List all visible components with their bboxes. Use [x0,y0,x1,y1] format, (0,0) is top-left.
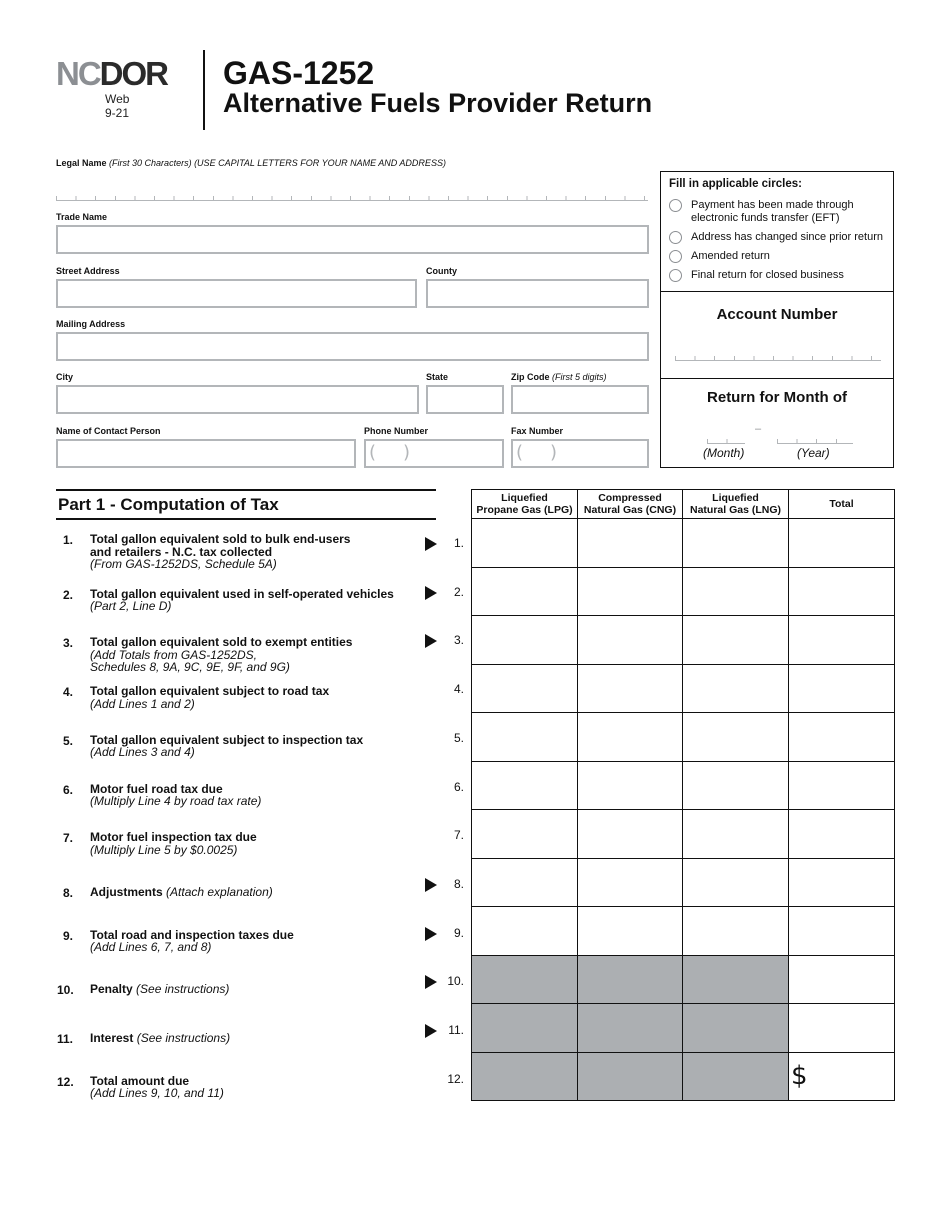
account-number-box [660,291,894,379]
year-caption: (Year) [797,446,830,460]
table-row [472,858,895,907]
line-11-lng-cell [683,1004,789,1053]
line-3-total-cell[interactable] [789,616,895,665]
line-6-lpg-cell[interactable] [472,761,578,810]
line-2-description: Total gallon equivalent used in self-operated vehicles (Part 2, Line D) [90,586,394,614]
state-label: State [426,372,449,382]
line-3-lpg-cell[interactable] [472,616,578,665]
line-2-reference: 2. [453,584,464,599]
line-6-cng-cell[interactable] [578,761,683,810]
form-version: Web 9-21 [105,92,130,120]
line-1-total-cell[interactable] [789,519,895,568]
line-1-reference: 1. [453,536,464,550]
table-row [472,664,895,713]
county-input[interactable] [426,279,649,308]
line-10-number: 10. [57,983,74,998]
table-row [472,761,895,810]
line-8-lpg-cell[interactable] [472,858,578,907]
amended-circle[interactable] [669,250,682,263]
line-10-cng-cell [578,955,683,1004]
account-number-title: Account Number [716,306,838,323]
line-9-lpg-cell[interactable] [472,907,578,956]
month-input[interactable] [707,436,745,444]
account-number-input[interactable] [675,353,881,361]
line-8-arrow-icon [425,878,437,892]
line-1-lpg-cell[interactable] [472,519,578,568]
line-3-description: Total gallon equivalent sold to exempt entities (Add Totals from GAS-1252DS, Schedules 8, 9A, 9C, 9E, 9F, and 9G) [90,635,353,675]
header-divider [203,50,205,130]
line-7-reference: 7. [453,828,464,843]
table-row [472,616,895,665]
line-7-lng-cell[interactable] [683,810,789,859]
line-1-number: 1. [63,533,74,547]
line-8-total-cell[interactable] [789,858,895,907]
line-8-reference: 8. [453,876,464,891]
line-6-reference: 6. [453,779,464,794]
state-input[interactable] [426,385,504,414]
table-row [472,1052,895,1101]
line-1-cng-cell[interactable] [578,519,683,568]
month-caption: (Month) [703,446,745,460]
line-7-cng-cell[interactable] [578,810,683,859]
line-5-reference: 5. [453,730,464,745]
city-label: City [56,372,74,382]
fax-input[interactable]: ( ) [511,439,649,468]
table-row [472,955,895,1004]
line-4-lpg-cell[interactable] [472,664,578,713]
trade-name-input[interactable] [56,225,649,254]
line-5-number: 5. [63,733,74,748]
line-7-number: 7. [63,831,74,846]
return-month-box [660,378,894,468]
table-row [472,907,895,956]
line-8-description: Adjustments (Attach explanation) [90,884,273,899]
line-12-total-cell[interactable]: $ [789,1052,895,1101]
fax-label: Fax Number [511,426,564,436]
line-5-lpg-cell[interactable] [472,713,578,762]
ncdor-logo: NCDOR [56,55,168,92]
legal-name-label: Legal Name (First 30 Characters) (USE CAPITAL LETTERS FOR YOUR NAME AND ADDRESS) [56,158,446,168]
line-12-number: 12. [57,1074,74,1089]
line-4-reference: 4. [453,682,464,697]
line-2-lng-cell[interactable] [683,567,789,616]
line-6-description: Motor fuel road tax due (Multiply Line 4 by road tax rate) [90,781,262,808]
line-1-description: Total gallon equivalent sold to bulk end-users and retailers - N.C. tax collected (From GAS-1252DS, Schedule 5A) [90,532,351,571]
line-6-total-cell[interactable] [789,761,895,810]
line-2-lpg-cell[interactable] [472,567,578,616]
form-number: GAS-1252 [223,55,375,91]
final-return-option[interactable]: Final return for closed business [669,269,889,282]
trade-name-label: Trade Name [56,212,108,222]
line-7-description: Motor fuel inspection tax due (Multiply Line 5 by $0.0025) [90,830,257,857]
line-11-lpg-cell [472,1004,578,1053]
contact-person-input[interactable] [56,439,356,468]
address-changed-circle[interactable] [669,231,682,244]
phone-input[interactable]: ( ) [364,439,504,468]
line-2-arrow-icon [425,586,437,600]
zip-input[interactable] [511,385,649,414]
month-year-dash: – [755,423,762,435]
line-7-total-cell[interactable] [789,810,895,859]
line-6-lng-cell[interactable] [683,761,789,810]
table-row [472,1004,895,1053]
applicable-circles-box [660,171,894,292]
line-5-lng-cell[interactable] [683,713,789,762]
return-month-title: Return for Month of [707,389,847,406]
line-2-number: 2. [63,587,74,602]
address-changed-option[interactable]: Address has changed since prior return [669,231,889,244]
circles-title: Fill in applicable circles: [669,178,802,190]
line-10-total-cell[interactable] [789,955,895,1004]
line-5-cng-cell[interactable] [578,713,683,762]
line-12-reference: 12. [447,1071,464,1086]
line-4-description: Total gallon equivalent subject to road tax (Add Lines 1 and 2) [90,684,330,711]
line-10-arrow-icon [425,975,437,989]
line-8-cng-cell[interactable] [578,858,683,907]
line-5-description: Total gallon equivalent subject to inspection tax (Add Lines 3 and 4) [90,732,364,760]
line-5-total-cell[interactable] [789,713,895,762]
line-8-lng-cell[interactable] [683,858,789,907]
line-6-number: 6. [63,782,74,797]
form-title: Alternative Fuels Provider Return [223,88,653,118]
line-4-total-cell[interactable] [789,664,895,713]
line-1-arrow-icon [425,537,437,551]
legal-name-input[interactable] [56,193,648,201]
line-2-total-cell[interactable] [789,567,895,616]
amended-option[interactable]: Amended return [669,250,889,263]
eft-circle[interactable] [669,199,682,212]
final-return-circle[interactable] [669,269,682,282]
lpg-column-header: Liquefied Propane Gas (LPG) [472,490,578,519]
line-9-number: 9. [63,928,74,943]
line-4-lng-cell[interactable] [683,664,789,713]
line-4-number: 4. [63,685,74,700]
total-column-header: Total [789,490,895,519]
part1-grid [471,489,895,1101]
county-label: County [426,266,457,276]
grid-header-row [472,490,895,519]
line-10-lng-cell [683,955,789,1004]
line-9-cng-cell[interactable] [578,907,683,956]
mailing-address-input[interactable] [56,332,649,361]
line-3-lng-cell[interactable] [683,616,789,665]
line-11-cng-cell [578,1004,683,1053]
line-3-arrow-icon [425,634,437,648]
cng-column-header: Compressed Natural Gas (CNG) [578,490,683,519]
line-7-lpg-cell[interactable] [472,810,578,859]
line-10-description: Penalty (See instructions) [90,982,230,997]
line-8-number: 8. [63,885,74,900]
line-3-reference: 3. [453,633,464,648]
line-12-lpg-cell [472,1052,578,1101]
eft-option[interactable]: Payment has been made through electronic funds transfer (EFT) [669,199,889,225]
line-11-arrow-icon [425,1024,437,1038]
line-11-total-cell[interactable] [789,1004,895,1053]
table-row [472,567,895,616]
line-12-cng-cell [578,1052,683,1101]
phone-label: Phone Number [364,426,429,436]
zip-label: Zip Code (First 5 digits) [511,372,607,382]
line-4-cng-cell[interactable] [578,664,683,713]
city-input[interactable] [56,385,419,414]
table-row [472,519,895,568]
street-address-input[interactable] [56,279,417,308]
line-11-description: Interest (See instructions) [90,1031,231,1045]
table-row [472,713,895,762]
part1-top-rule [56,489,436,491]
lng-column-header: Liquefied Natural Gas (LNG) [683,490,789,519]
line-9-total-cell[interactable] [789,907,895,956]
street-address-label: Street Address [56,266,120,276]
mailing-address-label: Mailing Address [56,319,126,329]
part1-title: Part 1 - Computation of Tax [58,495,279,514]
line-3-cng-cell[interactable] [578,616,683,665]
contact-person-label: Name of Contact Person [56,426,161,436]
line-11-reference: 11. [448,1023,464,1037]
line-3-number: 3. [63,636,74,651]
line-10-reference: 10. [447,974,464,989]
line-2-cng-cell[interactable] [578,567,683,616]
line-9-description: Total road and inspection taxes due (Add Lines 6, 7, and 8) [90,927,294,955]
table-row [472,810,895,859]
year-input[interactable] [777,436,853,444]
line-9-arrow-icon [425,927,437,941]
line-10-lpg-cell [472,955,578,1004]
line-12-lng-cell [683,1052,789,1101]
line-11-number: 11. [57,1032,74,1046]
line-1-lng-cell[interactable] [683,519,789,568]
line-9-reference: 9. [453,925,464,940]
line-9-lng-cell[interactable] [683,907,789,956]
part1-bottom-rule [56,518,436,520]
line-12-description: Total amount due (Add Lines 9, 10, and 11) [90,1073,224,1101]
